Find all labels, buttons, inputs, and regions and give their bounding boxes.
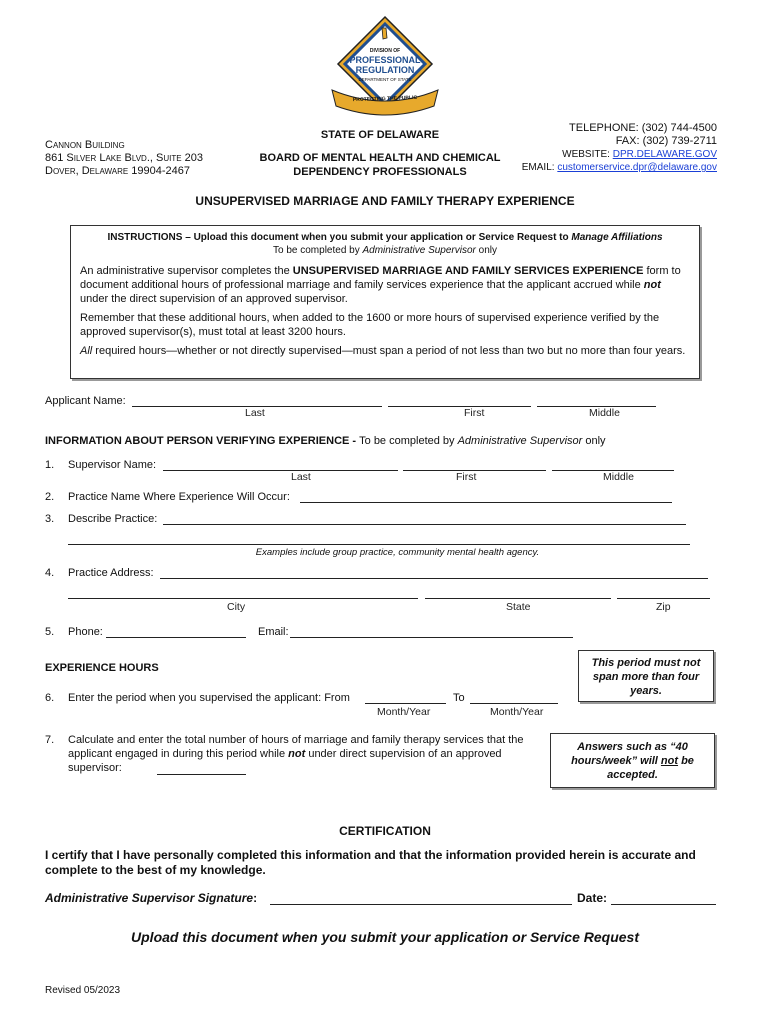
supervisor-name-label: Supervisor Name:	[68, 459, 157, 471]
instructions-sub: To be completed by	[273, 245, 363, 256]
address-line-2: 861 Silver Lake Blvd., Suite 203	[45, 152, 203, 164]
email-input[interactable]	[290, 637, 573, 638]
date-input[interactable]	[611, 904, 716, 905]
experience-hours-heading: EXPERIENCE HOURS	[45, 662, 159, 674]
supervision-period-label: Enter the period when you supervised the applicant: From	[68, 692, 350, 704]
logo-text-regulation: REGULATION	[355, 65, 415, 75]
signature-colon: :	[253, 891, 258, 905]
instructions-p2: Remember that these additional hours, when added to the 1600 or more hours of supervised experience verified by the approved supervisor(s), must total at least 3200 hours.	[80, 312, 660, 338]
date-label: Date:	[577, 891, 608, 905]
instructions-sub-post: only	[475, 245, 497, 256]
email-link[interactable]: customerservice.dpr@delaware.gov	[557, 162, 717, 173]
p1-pre: An administrative supervisor completes the	[80, 265, 293, 277]
city-caption: City	[227, 601, 246, 613]
verifier-heading-pre: To be completed by	[359, 435, 458, 447]
verifier-heading-bold: INFORMATION ABOUT PERSON VERIFYING EXPERIENCE -	[45, 435, 360, 447]
logo-text-division: DIVISION OF	[369, 48, 401, 54]
period-from-input[interactable]	[365, 703, 446, 704]
p1-em: not	[643, 279, 661, 291]
state-heading: STATE OF DELAWARE	[320, 129, 440, 141]
zip-caption: Zip	[656, 601, 671, 613]
item-number-7: 7.	[45, 734, 55, 746]
practice-name-input[interactable]	[300, 502, 672, 503]
board-line-2: DEPENDENCY PROFESSIONALS	[293, 166, 467, 178]
period-to-input[interactable]	[470, 703, 558, 704]
instructions-p1	[80, 264, 692, 306]
answer-format-note	[550, 733, 715, 788]
describe-practice-input-1[interactable]	[163, 524, 686, 525]
p3-post: required hours—whether or not directly supervised—must span a period of not less than two but no more than four years.	[92, 345, 686, 357]
signature-input[interactable]	[270, 904, 572, 905]
address-line-3: Dover, Delaware 19904-2467	[45, 165, 190, 177]
item-number-1: 1.	[45, 459, 55, 471]
item-number-5: 5.	[45, 626, 55, 638]
fax: FAX: (302) 739-2711	[615, 135, 717, 147]
describe-practice-input-2[interactable]	[68, 544, 690, 545]
applicant-name-label: Applicant Name:	[45, 395, 126, 407]
certification-statement: I certify that I have personally completed this information and that the information provided herein is accurate and complete to the best of my knowledge.	[45, 848, 696, 877]
upload-note: Upload this document when you submit your application or Service Request	[131, 929, 639, 945]
website-label: WEBSITE:	[562, 149, 613, 160]
applicant-last-caption: Last	[245, 407, 265, 419]
contact-info	[480, 122, 717, 174]
instructions-heading-em: Manage Affiliations	[571, 232, 663, 243]
describe-practice-label: Describe Practice:	[68, 513, 158, 525]
board-line-1: BOARD OF MENTAL HEALTH AND CHEMICAL	[259, 152, 501, 164]
signature-label-text: Administrative Supervisor Signature	[45, 891, 254, 905]
email-field-label: Email:	[258, 626, 289, 638]
instructions-sub-em: Administrative Supervisor	[362, 245, 476, 256]
certification-heading: CERTIFICATION	[339, 824, 431, 838]
supervisor-middle-caption: Middle	[603, 471, 634, 483]
p1-bold: UNSUPERVISED MARRIAGE AND FAMILY SERVICES EXPERIENCE	[292, 265, 644, 277]
zip-input[interactable]	[617, 598, 710, 599]
item-number-6: 6.	[45, 692, 55, 704]
city-input[interactable]	[68, 598, 418, 599]
revision-date: Revised 05/2023	[45, 985, 121, 996]
practice-name-label: Practice Name Where Experience Will Occur:	[68, 491, 290, 503]
phone-input[interactable]	[106, 637, 246, 638]
p3-em: All	[80, 345, 93, 357]
applicant-first-input[interactable]	[388, 406, 531, 407]
q7-post: under direct supervision of an approved supervisor:	[68, 748, 502, 774]
logo-text-professional: PROFESSIONAL	[349, 55, 421, 65]
division-logo	[320, 14, 450, 126]
instructions-p3	[80, 344, 692, 358]
telephone: TELEPHONE: (302) 744-4500	[569, 122, 717, 134]
instructions-box	[70, 225, 700, 379]
applicant-first-caption: First	[464, 407, 485, 419]
board-name	[240, 151, 520, 179]
to-month-year-caption: Month/Year	[490, 706, 544, 718]
signature-label	[45, 891, 257, 905]
verifier-heading	[45, 435, 606, 447]
box2-pre: Answers such as “40 hours/week” will	[571, 741, 688, 767]
period-to-label: To	[453, 692, 465, 704]
instructions-heading: INSTRUCTIONS – Upload this document when you submit your application or Service Request to	[107, 232, 572, 243]
supervisor-last-input[interactable]	[163, 470, 398, 471]
form-title: UNSUPERVISED MARRIAGE AND FAMILY THERAPY EXPERIENCE	[195, 194, 575, 208]
email-label: EMAIL:	[521, 162, 558, 173]
applicant-middle-caption: Middle	[589, 407, 620, 419]
q7-em: not	[288, 748, 306, 760]
practice-examples-hint: Examples include group practice, community mental health agency.	[255, 547, 540, 558]
item-number-2: 2.	[45, 491, 55, 503]
supervisor-last-caption: Last	[291, 471, 311, 483]
from-month-year-caption: Month/Year	[377, 706, 431, 718]
logo-ribbon-text: PROTECTING THE PUBLIC	[352, 94, 418, 104]
logo-text-department: DEPARTMENT OF STATE	[358, 77, 412, 82]
item-number-4: 4.	[45, 567, 55, 579]
website-link[interactable]: DPR.DELAWARE.GOV	[612, 149, 717, 160]
supervisor-first-caption: First	[456, 471, 477, 483]
address-line-1: Cannon Building	[45, 139, 125, 151]
box2-em: not	[660, 755, 679, 767]
period-limit-note: This period must not span more than four years.	[578, 650, 714, 702]
q7-pre: Calculate and enter the total number of hours of marriage and family therapy services that the applicant engaged in during this period while	[68, 734, 524, 760]
practice-address-label: Practice Address:	[68, 567, 154, 579]
item-number-3: 3.	[45, 513, 55, 525]
state-input[interactable]	[425, 598, 611, 599]
box2-post: be accepted.	[607, 755, 694, 781]
office-address	[45, 139, 203, 178]
verifier-heading-post: only	[582, 435, 606, 447]
verifier-heading-em: Administrative Supervisor	[457, 435, 583, 447]
state-caption: State	[506, 601, 531, 613]
phone-label: Phone:	[68, 626, 103, 638]
total-hours-input[interactable]	[157, 774, 246, 775]
p1-post: under the direct supervision of an approved supervisor.	[80, 293, 348, 305]
p1-mid: form to document additional hours of professional marriage and family services experience that the applicant accrued while	[80, 265, 681, 291]
practice-address-input[interactable]	[160, 578, 708, 579]
total-hours-question	[68, 733, 543, 775]
